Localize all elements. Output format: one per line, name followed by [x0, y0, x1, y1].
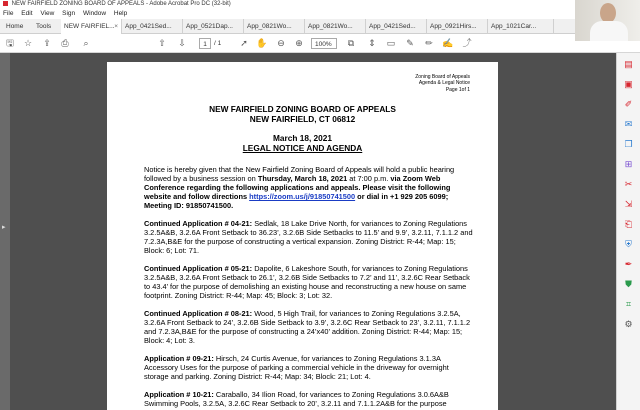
menu-sign[interactable]: Sign [62, 10, 76, 17]
measure-icon[interactable]: ⌗ [625, 299, 632, 309]
page-up-icon[interactable]: ⇧ [158, 38, 166, 48]
doc-tab[interactable] [244, 19, 305, 34]
redact-icon[interactable]: ✂ [624, 179, 633, 189]
webcam-overlay [575, 0, 640, 41]
combine-files-icon[interactable]: ❐ [624, 139, 633, 149]
application-item: Continued Application # 08-21: Wood, 5 High Trail, for variances to Zoning Regulations 3.2.5A, 3.2.6A Front Setback to 24’, 3.2.6B Side Setback to 3.9’, 3.2.6C Rear Setback to 23’, 3.2.11, 7.1.1.2 and 7.2.3A,B&E for the purpose of constructing a 24’x40’ addition. Zoning District: R-44; Map: 15; Block: 4; Lot: 3. [144, 308, 471, 346]
edit-pdf-icon[interactable]: ✐ [624, 99, 633, 109]
save-icon[interactable]: 🖫 [6, 38, 14, 48]
menu-view[interactable]: View [40, 10, 55, 17]
menu-bar [0, 9, 640, 19]
share-icon[interactable]: ⤴ [462, 38, 472, 48]
zoom-level-select[interactable]: 100% [311, 38, 337, 49]
menu-help[interactable]: Help [113, 10, 128, 17]
board-location: NEW FAIRFIELD, CT 06812 [249, 114, 356, 125]
doc-tab[interactable] [122, 19, 183, 34]
compress-icon[interactable]: ⇲ [624, 199, 633, 209]
close-icon[interactable]: × [114, 23, 118, 30]
page-number-input[interactable]: 1 [199, 38, 211, 49]
pdf-page [107, 62, 498, 410]
doc-tab-label: App_0521Dap... [186, 23, 233, 30]
page-header-right [415, 74, 470, 93]
document-viewer[interactable] [0, 53, 616, 410]
doc-tab-label: NEW FAIRFIEL... [64, 23, 115, 30]
fit-page-icon[interactable]: ⧉ [347, 38, 355, 48]
fill-sign-icon[interactable]: ✒ [624, 259, 633, 269]
doc-tab-label: App_1021Car... [491, 23, 537, 30]
doc-tab[interactable] [183, 19, 244, 34]
zoom-in-icon[interactable]: ⊕ [295, 38, 303, 48]
cloud-upload-icon[interactable]: ⇪ [43, 38, 51, 48]
organize-pages-icon[interactable]: ⊞ [624, 159, 633, 169]
application-item: Continued Application # 05-21: Dapolite, 6 Lakeshore South, for variances to Zoning Regulations 3.2.5A&B, 3.2.6A Front Setback to 26.1’, 3.2.6B Side Setbacks to 7.2’ and 11’, 3.2.6C Rear Setback to 43.4’ for the purpose of demolishing an existing house and reconstructing a new house on same footprint. Zoning District: R-44; Map: 45; Block: 3; Lot: 32. [144, 263, 470, 301]
sign-icon[interactable]: ✍ [442, 38, 454, 48]
doc-tab-label: App_0421Sed... [125, 23, 172, 30]
comment-icon[interactable]: ▭ [386, 38, 396, 48]
document-body [144, 165, 474, 410]
doc-tab-label: App_0821Wo... [247, 23, 292, 30]
doc-tab-label: App_0921Hirs... [430, 23, 477, 30]
header-line: Zoning Board of Appeals [415, 74, 470, 80]
doc-tab[interactable] [366, 19, 427, 34]
draw-icon[interactable]: ✏ [425, 38, 433, 48]
right-tools-panel [616, 53, 640, 410]
menu-window[interactable]: Window [82, 10, 107, 17]
zoom-out-icon[interactable]: ⊖ [277, 38, 285, 48]
doc-tab-label: App_0421Sed... [369, 23, 416, 30]
title-bar [0, 0, 640, 9]
hand-tool-icon[interactable]: ✋ [256, 38, 268, 48]
header-line: Page 1of 1 [445, 86, 470, 93]
window-title: NEW FAIRFIELD ZONING BOARD OF APPEALS - Adobe Acrobat Pro DC (32-bit) [11, 1, 231, 7]
board-title: NEW FAIRFIELD ZONING BOARD OF APPEALS [209, 104, 396, 114]
scroll-mode-icon[interactable]: ⇕ [368, 38, 376, 48]
search-icon[interactable]: ⌕ [83, 38, 89, 48]
tab-home[interactable]: Home [6, 23, 24, 30]
highlight-pen-icon[interactable]: ✎ [406, 38, 414, 48]
scan-ocr-icon[interactable]: ⎗ [624, 219, 633, 229]
export-pdf-icon[interactable]: ▤ [624, 59, 633, 69]
menu-edit[interactable]: Edit [21, 10, 33, 17]
application-item: Application # 09-21: Hirsch, 24 Curtis Avenue, for variances to Zoning Regulations 3.1.3A Accessory Uses for the purpose of parking a commercial vehicle in the driveway for overnight storage and parking. Zoning District: R-44; Map: 34; Block: 21; Lot: 4. [144, 353, 449, 382]
comment-tool-icon[interactable]: ✉ [624, 119, 633, 129]
document-heading [107, 104, 498, 153]
tab-bar [0, 19, 640, 34]
doc-tab[interactable] [305, 19, 366, 34]
acrobat-icon [3, 1, 8, 6]
application-item: Application # 10-21: Caraballo, 34 Ilion Road, for variances to Zoning Regulations 3.0.6A&B Swimming Pools, 3.2.5A, 3.2.6C Rear Setback to 20’, 3.2.11 and 7.1.1.2A&B for the purpose [144, 389, 449, 408]
doc-tab[interactable] [61, 19, 122, 34]
header-line: Agenda & Legal Notice [418, 80, 470, 87]
application-item: Continued Application # 04-21: Sedlak, 18 Lake Drive North, for variances to Zoning Regulations 3.2.5A&B, 3.2.6A Front Setback to 36.23’, 3.2.6B Side Setbacks to 11.5’ and 9.9’, 3.2.11, 7.1.1.2 and 7.2.3A,B&E for the purpose of constructing a vertical expansion. Zoning District: R-44; Map: 15; Block: 6; Lot: 71. [144, 219, 473, 256]
toolbar [0, 34, 640, 53]
page-down-icon[interactable]: ⇩ [178, 38, 186, 48]
expand-left-panel-icon[interactable]: ▸ [2, 224, 6, 231]
protect-icon[interactable]: ⛨ [625, 239, 632, 249]
print-icon[interactable]: ⎙ [61, 38, 69, 48]
menu-file[interactable]: File [3, 10, 14, 17]
doc-tab[interactable] [488, 19, 554, 34]
page-total: / 1 [214, 40, 222, 47]
left-panel-collapsed[interactable] [0, 53, 10, 410]
intro-paragraph: Notice is hereby given that the New Fairfield Zoning Board of Appeals will hold a public hearing followed by a business session on Thursday, March 18, 2021 at 7:00 p.m. via Zoom Web Conference regarding the following applications and appeals. Please visit the following website and follow directions https://zoom.us/j/91850741500 or dial in +1 929 205 6099; Meeting ID: 91850741500. [144, 165, 455, 211]
select-cursor-icon[interactable]: ➚ [240, 38, 248, 48]
tab-tools[interactable]: Tools [36, 23, 52, 30]
meeting-date: March 18, 2021 [272, 133, 333, 144]
notice-title: LEGAL NOTICE AND AGENDA [242, 143, 363, 154]
doc-tab[interactable] [427, 19, 488, 34]
bookmark-star-icon[interactable]: ☆ [23, 38, 33, 48]
doc-tab-label: App_0821Wo... [308, 23, 353, 30]
webcam-person-head [600, 3, 616, 23]
more-tools-icon[interactable]: ⚙ [624, 319, 633, 329]
security-icon[interactable]: ⛊ [625, 279, 632, 289]
webcam-person-body [590, 21, 628, 41]
create-pdf-icon[interactable]: ▣ [624, 79, 633, 89]
zoom-link[interactable]: https://zoom.us/j/91850741500 [249, 192, 356, 202]
